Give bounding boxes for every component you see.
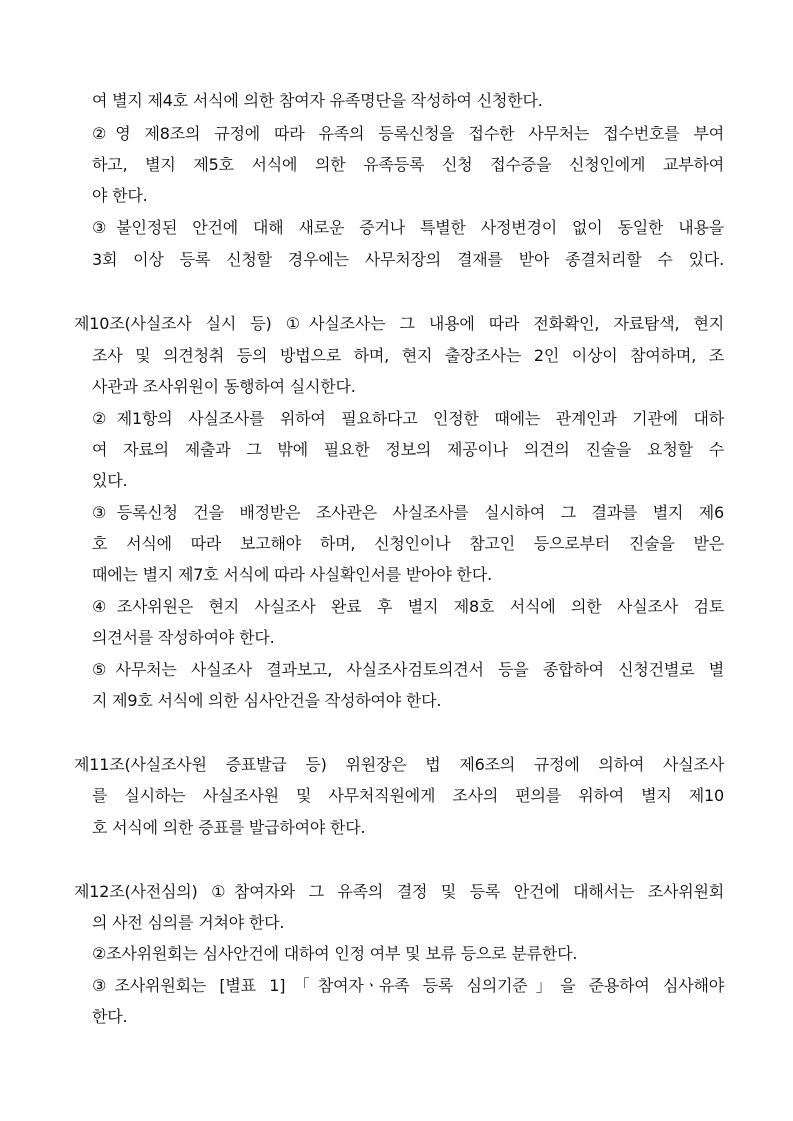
clause-3-line-2: 3회 이상 등록 신청할 경우에는 사무처장의 결재를 받아 종결처리할 수 있다. bbox=[92, 250, 724, 269]
clause-2-line-2: 하고, 별지 제5호 서식에 의한 유족등록 신청 접수증을 신청인에게 교부하여 bbox=[92, 155, 724, 174]
article-11-heading-line-1: 제11조(사실조사원 증표발급 등) 위원장은 법 제6조의 규정에 의하여 사실조사 bbox=[74, 755, 724, 774]
article-12-para-3-line-1: ③조사위원회는 [별표 1]「참여자ㆍ유족 등록 심의기준」을 준용하여 심사해야 bbox=[92, 976, 724, 995]
article-10-para-5-line-2: 지 제9호 서식에 의한 심사안건을 작성하여야 한다. bbox=[92, 691, 442, 710]
article-10-para-3-line-3: 때에는 별지 제7호 서식에 따라 사실확인서를 받아야 한다. bbox=[92, 565, 492, 584]
article-10-heading-line-3: 사관과 조사위원이 동행하여 실시한다. bbox=[92, 377, 356, 396]
article-10-para-5-line-1: ⑤사무처는 사실조사 결과보고, 사실조사검토의견서 등을 종합하여 신청건별로 별 bbox=[92, 660, 724, 679]
article-10-heading-line-1: 제10조(사실조사 실시 등) ①사실조사는 그 내용에 따라 전화확인, 자료탐색, 현지 bbox=[74, 314, 724, 333]
article-12-heading-line-2: 의 사전 심의를 거쳐야 한다. bbox=[92, 913, 285, 932]
article-10-para-2-line-1: ②제1항의 사실조사를 위하여 필요하다고 인정한 때에는 관계인과 기관에 대하 bbox=[92, 409, 724, 428]
clause-2-line-3: 야 한다. bbox=[92, 186, 148, 205]
article-12-para-2-line-1: ②조사위원회는 심사안건에 대하여 인정 여부 및 보류 등으로 분류한다. bbox=[92, 944, 578, 963]
article-10-para-4-line-2: 의견서를 작성하여야 한다. bbox=[92, 628, 275, 647]
intro-line-1: 여 별지 제4호 서식에 의한 참여자 유족명단을 작성하여 신청한다. bbox=[92, 91, 543, 110]
article-12-heading-line-1: 제12조(사전심의) ①참여자와 그 유족의 결정 및 등록 안건에 대해서는 조사위원회 bbox=[74, 882, 724, 901]
article-10-para-2-line-2: 여 자료의 제출과 그 밖에 필요한 정보의 제공이나 의견의 진술을 요청할 수 bbox=[92, 440, 724, 459]
clause-2-line-1: ②영 제8조의 규정에 따라 유족의 등록신청을 접수한 사무처는 접수번호를 부여 bbox=[92, 124, 724, 143]
article-12-para-3-line-2: 한다. bbox=[92, 1007, 128, 1026]
article-11-heading-line-3: 호 서식에 의한 증표를 발급하여야 한다. bbox=[92, 818, 366, 837]
article-11-heading-line-2: 를 실시하는 사실조사원 및 사무처직원에게 조사의 편의를 위하여 별지 제10 bbox=[92, 786, 724, 805]
article-10-para-2-line-3: 있다. bbox=[92, 471, 128, 490]
article-10-heading-line-2: 조사 및 의견청취 등의 방법으로 하며, 현지 출장조사는 2인 이상이 참여하며, 조 bbox=[92, 346, 724, 365]
clause-3-line-1: ③불인정된 안건에 대해 새로운 증거나 특별한 사정변경이 없이 동일한 내용을 bbox=[92, 218, 724, 237]
article-10-para-4-line-1: ④조사위원은 현지 사실조사 완료 후 별지 제8호 서식에 의한 사실조사 검토 bbox=[92, 597, 724, 616]
article-10-para-3-line-1: ③등록신청 건을 배정받은 조사관은 사실조사를 실시하여 그 결과를 별지 제6 bbox=[92, 503, 724, 522]
article-10-para-3-line-2: 호 서식에 따라 보고해야 하며, 신청인이나 참고인 등으로부터 진술을 받은 bbox=[92, 534, 724, 553]
